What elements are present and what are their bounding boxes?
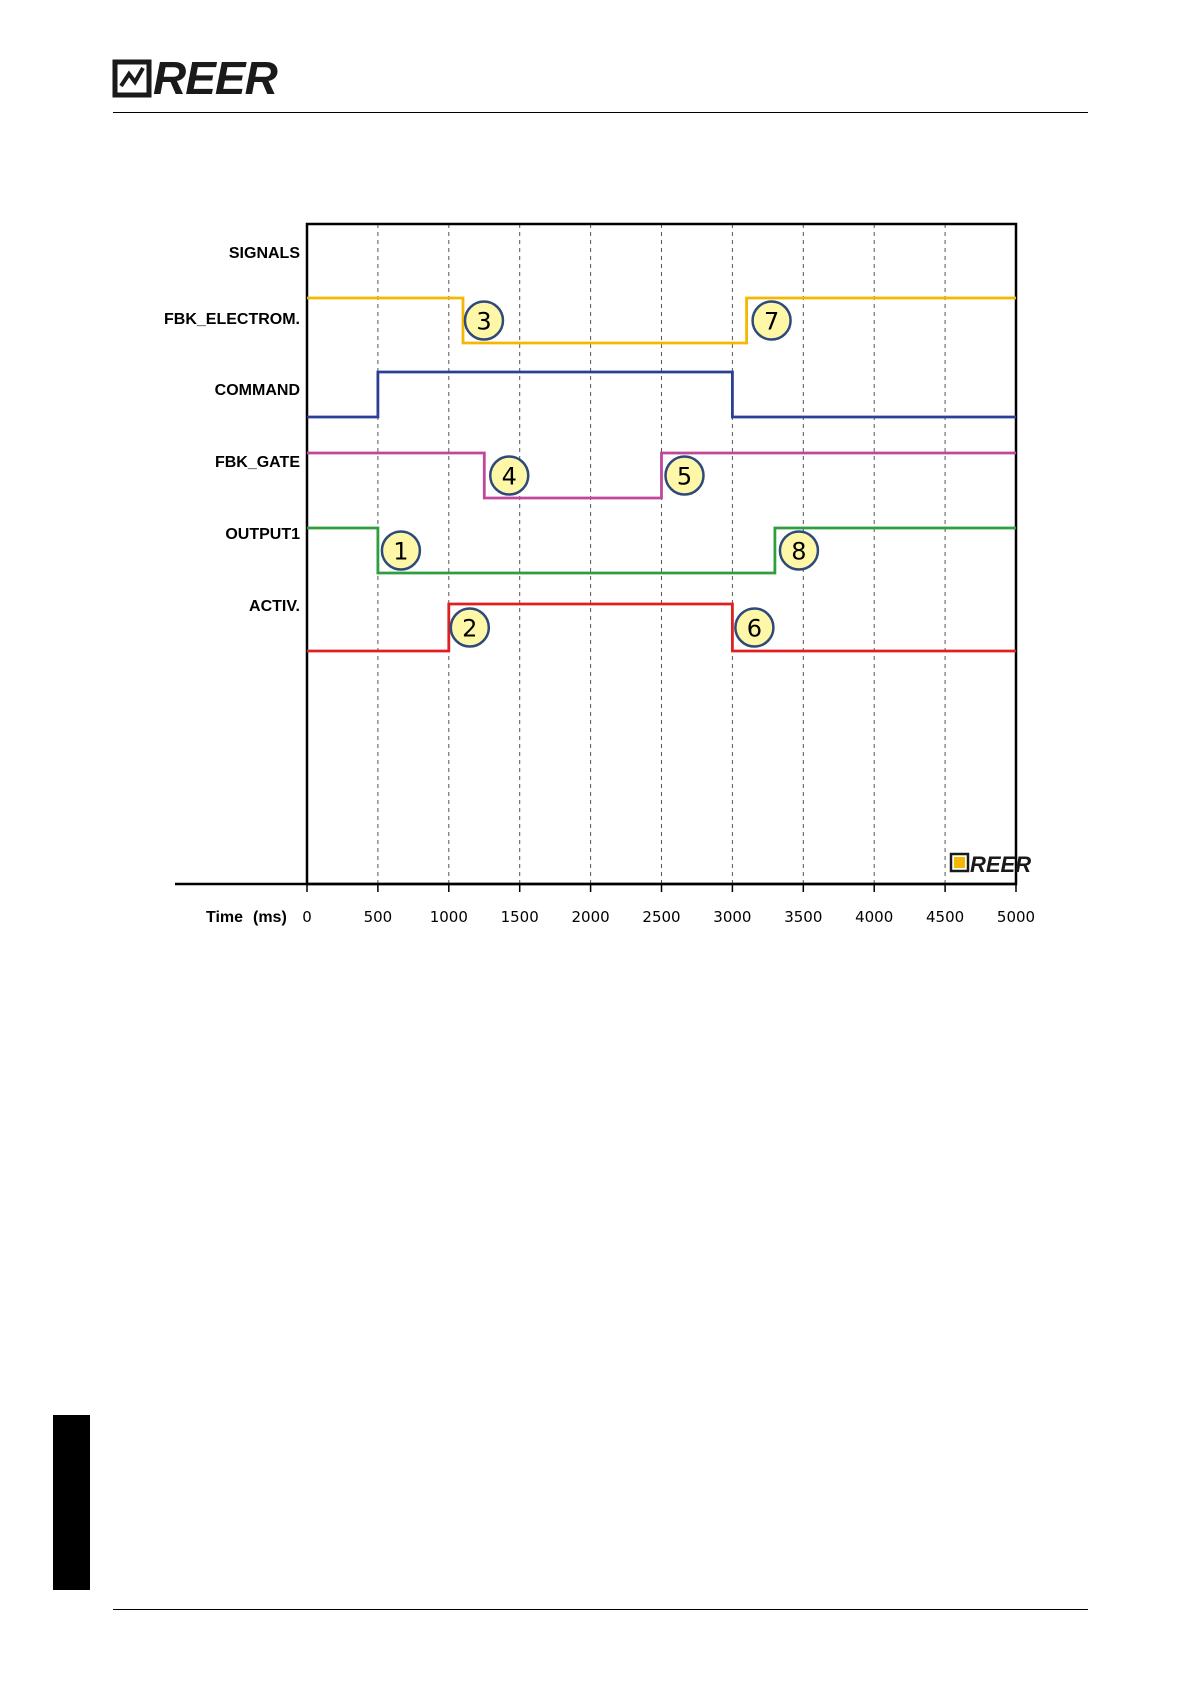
event-marker [780, 532, 818, 570]
x-axis-unit: (ms) [253, 909, 287, 926]
watermark-fill-icon [954, 857, 965, 868]
marker-number: 4 [501, 462, 517, 491]
signal-traces [307, 298, 1016, 651]
tick-label: 500 [363, 908, 393, 926]
time-ticks [302, 884, 1035, 926]
x-axis-title: Time [206, 909, 244, 926]
logo-wordmark: REER [153, 52, 277, 104]
event-markers [382, 302, 818, 647]
marker-number: 7 [763, 307, 780, 336]
marker-number: 2 [462, 614, 478, 643]
tick-label: 4000 [855, 908, 894, 926]
footer-divider [113, 1609, 1088, 1610]
tick-label: 4500 [926, 908, 965, 926]
event-marker [490, 457, 528, 495]
signal-label: FBK_GATE [214, 454, 300, 471]
tick-label: 0 [302, 908, 312, 926]
tick-label: 1500 [500, 908, 539, 926]
marker-number: 8 [791, 537, 807, 566]
event-marker [465, 302, 503, 340]
event-marker [753, 302, 791, 340]
marker-number: 6 [746, 614, 763, 643]
tick-label: 3000 [713, 908, 752, 926]
signal-label: OUTPUT1 [225, 526, 300, 543]
marker-number: 3 [476, 307, 492, 336]
signal-trace [307, 453, 1016, 498]
tick-label: 2500 [642, 908, 681, 926]
marker-number: 5 [676, 462, 693, 491]
signal-label: FBK_ELECTROM. [164, 311, 300, 328]
tick-label: 3500 [784, 908, 823, 926]
event-marker [666, 457, 704, 495]
signal-label: COMMAND [214, 382, 300, 399]
watermark-wordmark: REER [970, 852, 1032, 877]
event-marker [735, 609, 773, 647]
chart-watermark-logo [951, 852, 1031, 877]
tick-label: 1000 [429, 908, 468, 926]
tick-label: 5000 [996, 908, 1036, 926]
event-marker [382, 532, 420, 570]
event-marker [451, 609, 489, 647]
side-language-tab [53, 1415, 90, 1590]
signals-header: SIGNALS [228, 245, 300, 262]
tick-label: 2000 [571, 908, 610, 926]
signal-label: ACTIV. [249, 598, 300, 615]
marker-number: 1 [393, 537, 409, 566]
signal-labels [164, 311, 300, 615]
